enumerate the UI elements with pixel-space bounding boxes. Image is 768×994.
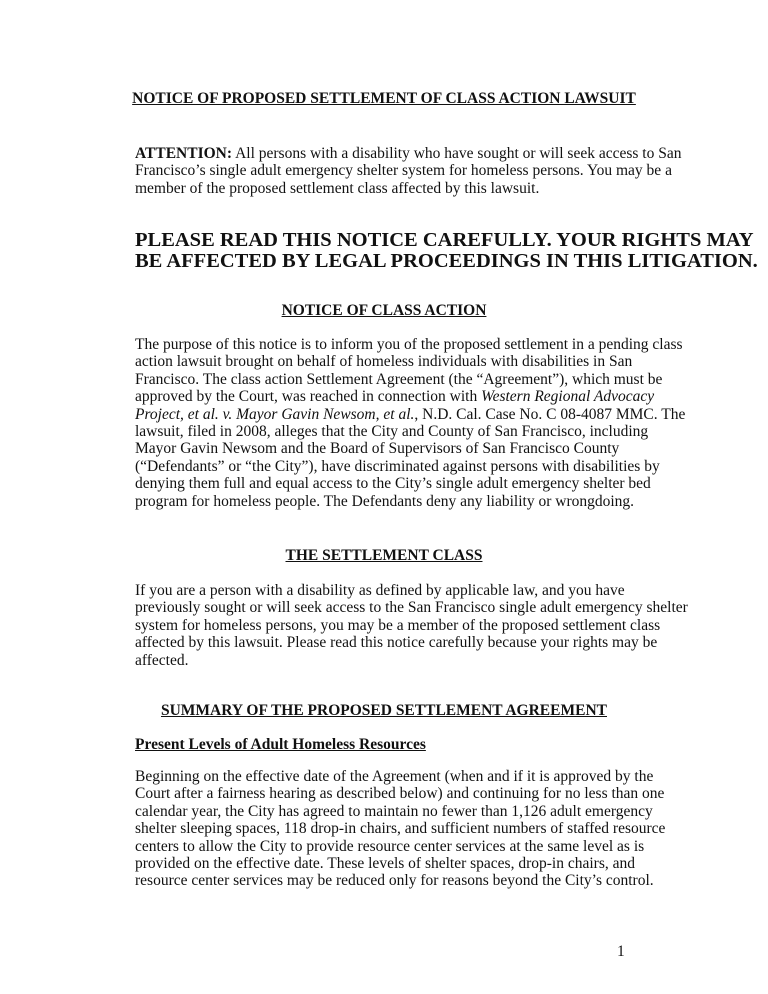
attention-line-1: ATTENTION: All persons with a disability who have sought or will seek access to San bbox=[135, 145, 682, 162]
paragraph-line: affected. bbox=[135, 651, 189, 669]
section-heading-notice-of-class-action: NOTICE OF CLASS ACTION bbox=[281, 302, 487, 319]
paragraph-line: system for homeless persons, you may be a member of the proposed settlement class bbox=[135, 616, 661, 634]
paragraph-line: previously sought or will seek access to the San Francisco single adult emergency shelter bbox=[135, 599, 688, 617]
paragraph-line: Project, et al. v. Mayor Gavin Newsom, et al., N.D. Cal. Case No. C 08-4087 MMC. The bbox=[135, 405, 686, 423]
paragraph-line: resource center services may be reduced only for reasons beyond the City’s control. bbox=[135, 872, 654, 890]
paragraph-line: Francisco. The class action Settlement Agreement (the “Agreement”), which must be bbox=[135, 370, 663, 388]
paragraph-line: Mayor Gavin Newsom and the Board of Supervisors of San Francisco County bbox=[135, 440, 620, 458]
paragraph-line: centers to allow the City to provide resource center services at the same level as is bbox=[135, 837, 645, 855]
paragraph-line: Beginning on the effective date of the Agreement (when and if it is approved by the bbox=[135, 768, 654, 785]
warning-banner bbox=[135, 229, 758, 272]
paragraph-line: denying them full and equal access to the City’s single adult emergency shelter bed bbox=[135, 475, 651, 493]
subheading-present-levels: Present Levels of Adult Homeless Resources bbox=[135, 736, 426, 753]
paragraph-line: (“Defendants” or “the City”), have discriminated against persons with disabilities by bbox=[135, 457, 660, 475]
case-name-italic: Western Regional Advocacy bbox=[481, 388, 655, 406]
attention-line-2: Francisco’s single adult emergency shelter system for homeless persons. You may be a bbox=[135, 162, 672, 180]
paragraph-line: Court after a fairness hearing as described below) and continuing for no less than one bbox=[135, 785, 665, 803]
warning-line-2: BE AFFECTED BY LEGAL PROCEEDINGS IN THIS LITIGATION. bbox=[135, 249, 758, 272]
present-levels-paragraph bbox=[135, 768, 695, 890]
page-number: 1 bbox=[617, 943, 625, 960]
paragraph-line: affected by this lawsuit. Please read this notice carefully because your rights may be bbox=[135, 634, 658, 652]
attention-line-3: member of the proposed settlement class affected by this lawsuit. bbox=[135, 179, 540, 197]
section-heading-summary: SUMMARY OF THE PROPOSED SETTLEMENT AGREEMENT bbox=[160, 702, 607, 719]
notice-of-class-action-paragraph bbox=[135, 336, 695, 510]
paragraph-line: program for homeless people. The Defendants deny any liability or wrongdoing. bbox=[135, 492, 635, 510]
section-heading-settlement-class: THE SETTLEMENT CLASS bbox=[285, 547, 483, 564]
attention-paragraph bbox=[135, 145, 695, 197]
case-name-italic: Project, et al. v. Mayor Gavin Newsom, et al. bbox=[135, 405, 415, 423]
paragraph-line: calendar year, the City has agreed to maintain no fewer than 1,126 adult emergency bbox=[135, 802, 653, 820]
warning-line-1: PLEASE READ THIS NOTICE CAREFULLY. YOUR RIGHTS MAY bbox=[135, 229, 754, 251]
paragraph-line: The purpose of this notice is to inform you of the proposed settlement in a pending class bbox=[135, 336, 683, 353]
paragraph-line: If you are a person with a disability as defined by applicable law, and you have bbox=[135, 582, 625, 599]
paragraph-line: action lawsuit brought on behalf of homeless individuals with disabilities in San bbox=[135, 353, 633, 371]
paragraph-line: lawsuit, filed in 2008, alleges that the City and County of San Francisco, including bbox=[135, 423, 649, 441]
paragraph-line: provided on the effective date. These levels of shelter spaces, drop-in chairs, and bbox=[135, 855, 635, 873]
settlement-class-paragraph bbox=[135, 582, 695, 669]
attention-label: ATTENTION: bbox=[135, 145, 233, 162]
paragraph-line: approved by the Court, was reached in connection with Western Regional Advocacy bbox=[135, 388, 655, 406]
document-title: NOTICE OF PROPOSED SETTLEMENT OF CLASS ACTION LAWSUIT bbox=[132, 90, 636, 107]
paragraph-line: shelter sleeping spaces, 118 drop-in chairs, and sufficient numbers of staffed resource bbox=[135, 820, 666, 838]
